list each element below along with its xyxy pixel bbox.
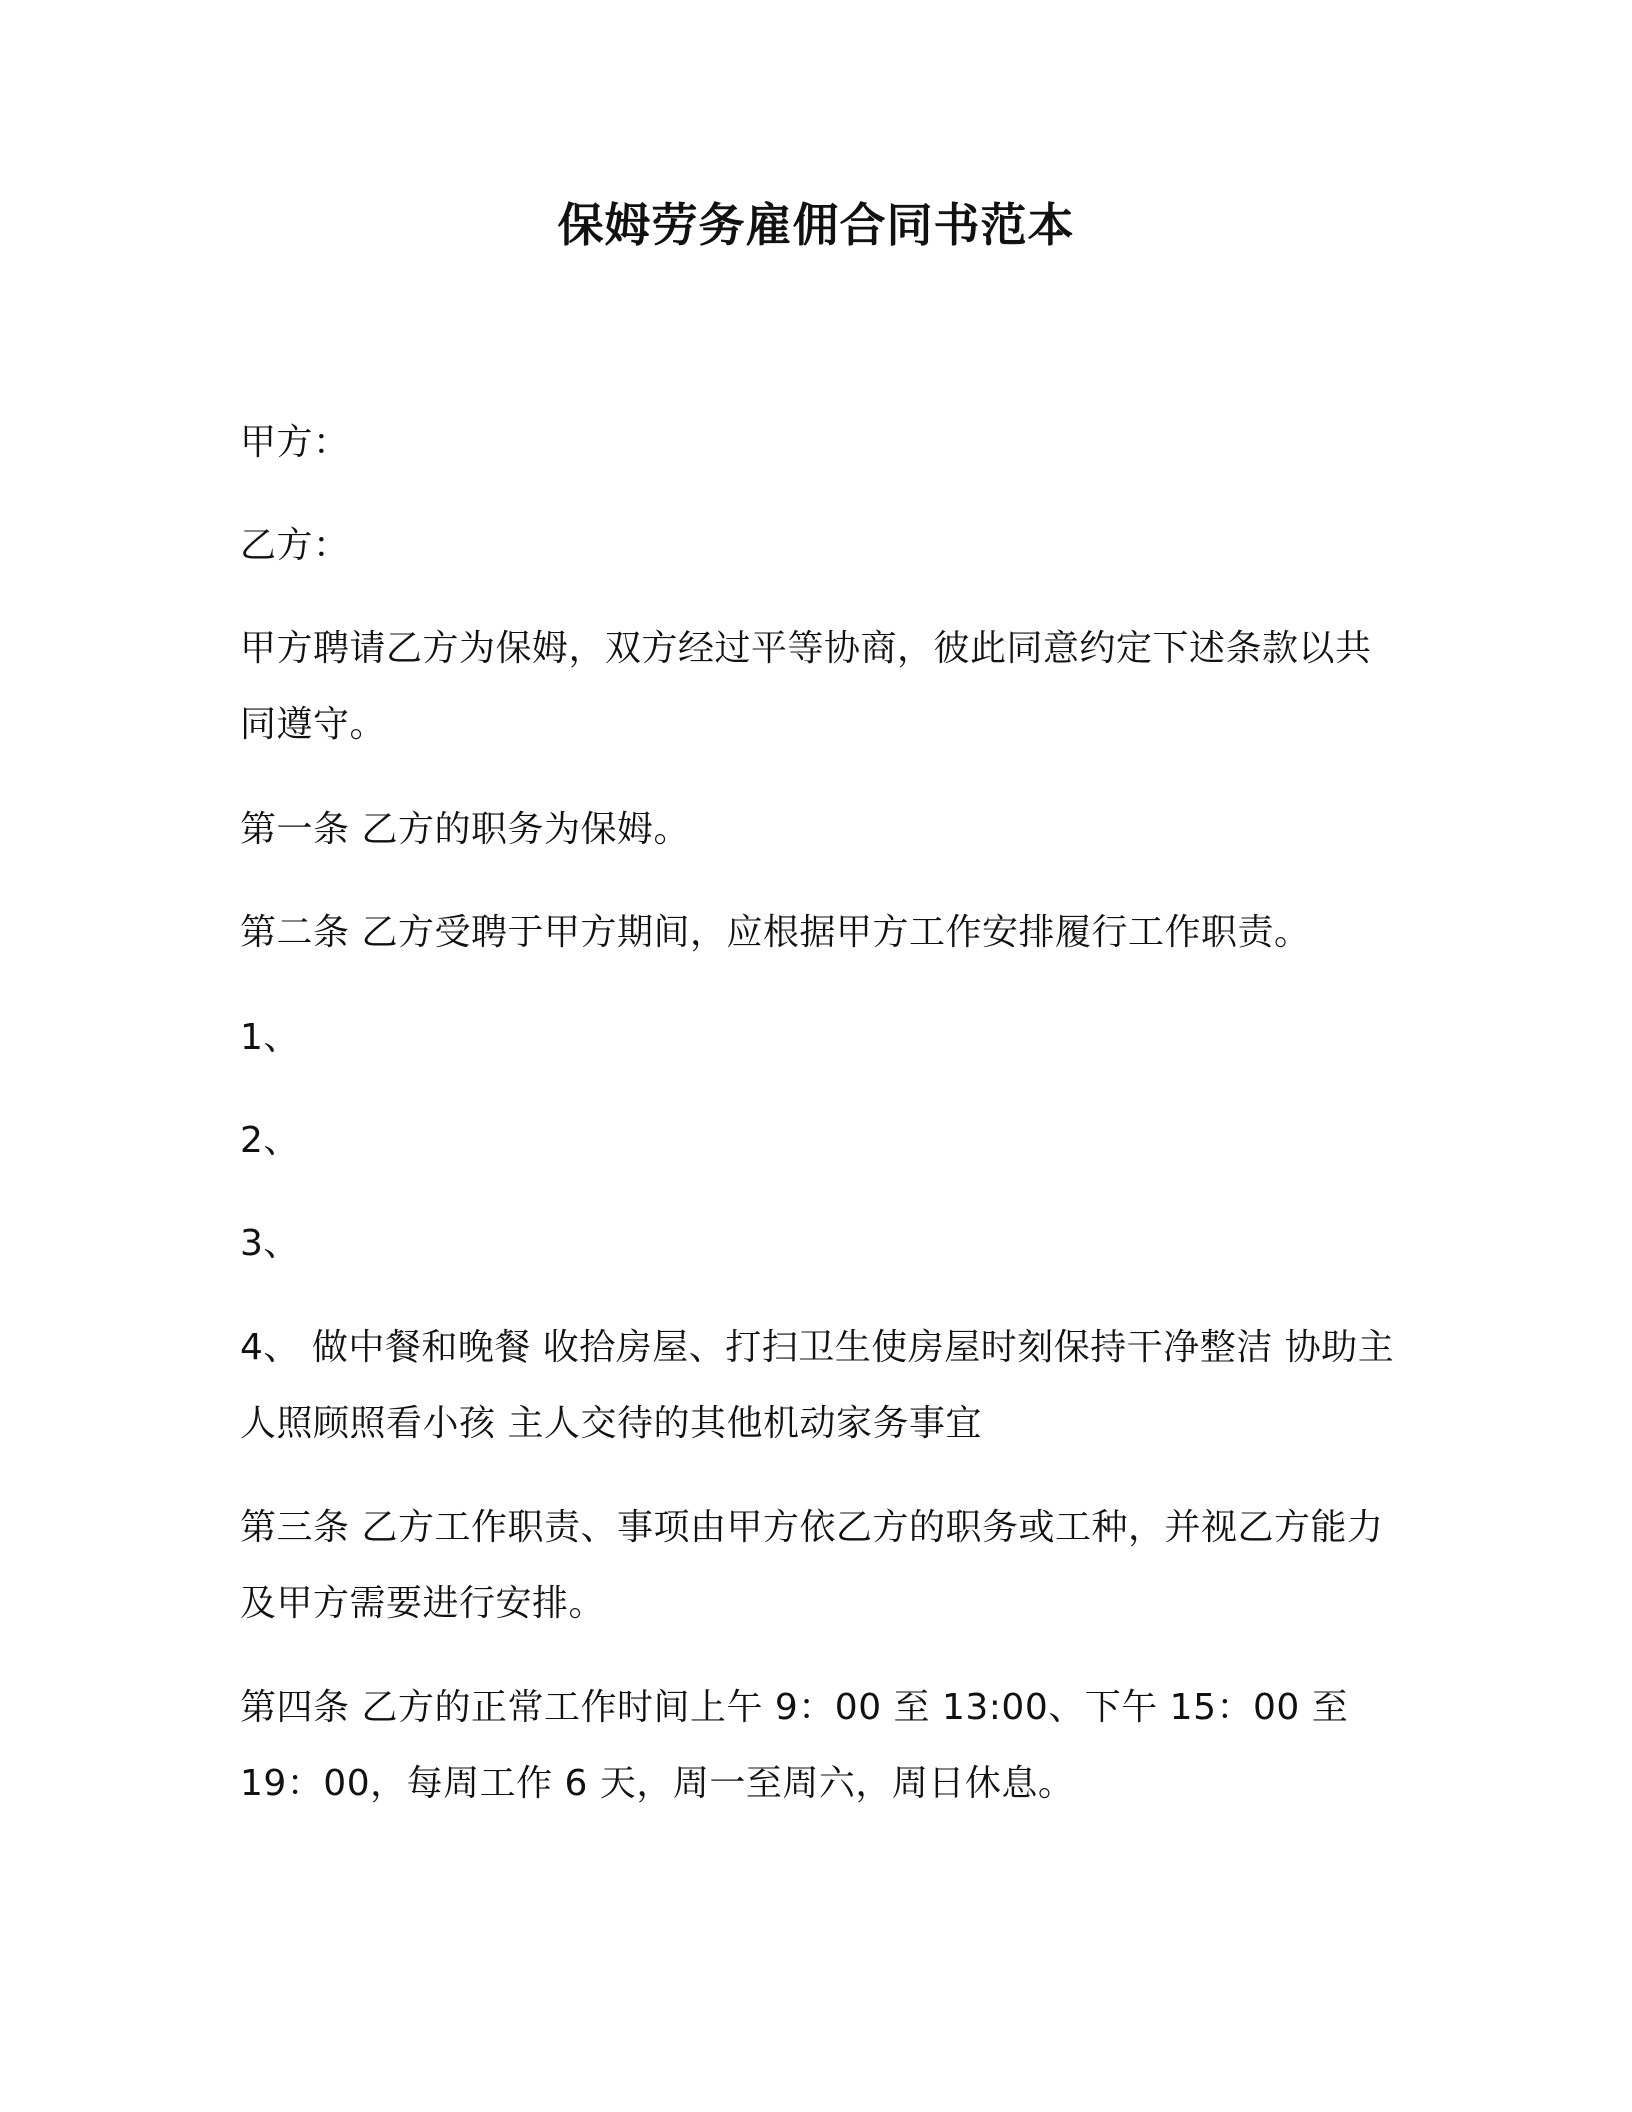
list-item-3: 3、 [240, 1223, 300, 1264]
article-3: 第三条 乙方工作职责、事项由甲方依乙方的职务或工种，并视乙方能力及甲方需要进行安排。 [240, 1507, 1384, 1624]
party-a-label: 甲方： [240, 422, 350, 463]
intro-paragraph: 甲方聘请乙方为保姆，双方经过平等协商，彼此同意约定下述条款以共同遵守。 [240, 628, 1372, 745]
list-item-2: 2、 [240, 1120, 300, 1161]
list-item-4: 4、 做中餐和晚餐 收拾房屋、打扫卫生使房屋时刻保持干净整洁 协助主人照顾照看小孩 主人交待的其他机动家务事宜 [240, 1327, 1395, 1444]
party-b-label: 乙方： [240, 525, 350, 566]
document-title: 保姆劳务雇佣合同书范本 [557, 198, 1075, 252]
list-item-1: 1、 [240, 1017, 300, 1058]
article-1: 第一条 乙方的职务为保姆。 [240, 809, 690, 850]
article-2: 第二条 乙方受聘于甲方期间，应根据甲方工作安排履行工作职责。 [240, 912, 1311, 953]
article-4: 第四条 乙方的正常工作时间上午 9：00 至 13:00、下午 15：00 至 19：00，每周工作 6 天，周一至周六，周日休息。 [240, 1687, 1349, 1804]
